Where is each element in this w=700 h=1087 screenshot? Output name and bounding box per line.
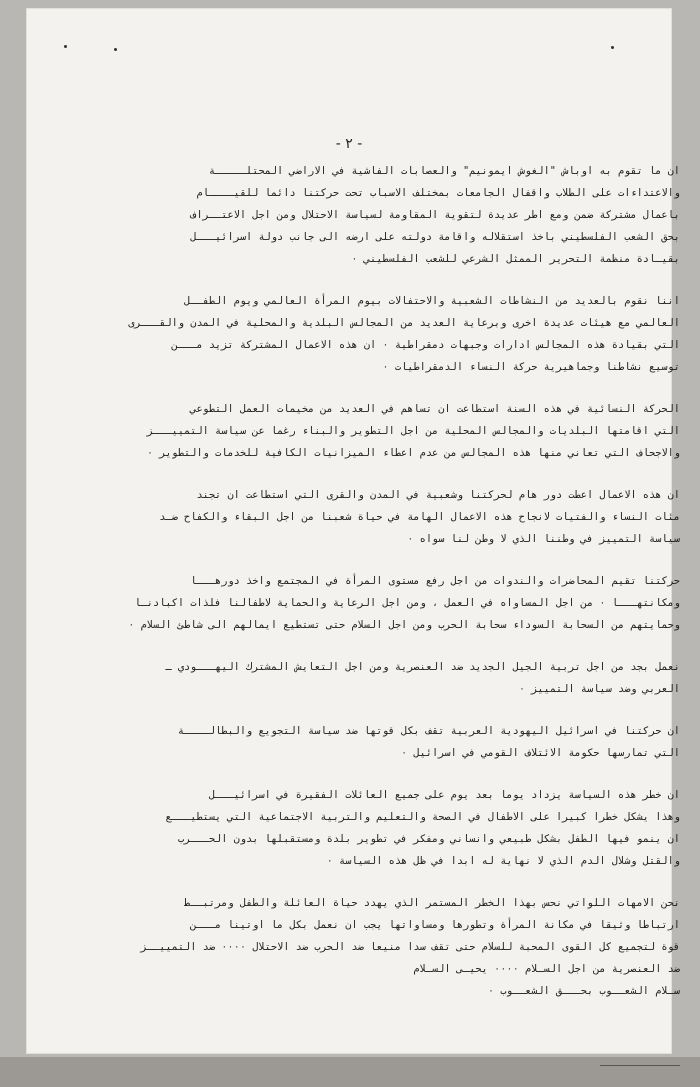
text-line: سياسة التمييز في وطننا الذي لا وطن لنا سواه ٠ xyxy=(407,533,680,545)
text-line: بحق الشعب الفلسطيني باخذ استقلاله واقامة دولته على ارضه الى جانب دولة اسرائيـــل xyxy=(190,231,680,243)
punch-hole-mark xyxy=(114,48,117,51)
paragraph-2 xyxy=(86,290,680,378)
closing-line: سـلام الشعــوب بحـــق الشعــوب ٠ xyxy=(487,985,680,997)
text-line: وهذا يشكل خطرا كبيرا على الاطفال في الصحة والتعليم والتربية الاجتماعية التي يستطيـــع xyxy=(165,811,680,823)
text-line: قوة لتجميع كل القوى المحبة للسلام حتى تقف سدا منيعا ضد الحرب ضد الاحتلال ٠٠٠٠ ضد التمييــز xyxy=(140,941,680,953)
text-line: باعمال مشتركة ضمن ومع اطر عديدة لتقوية المقاومة لسياسة الاحتلال ومن اجل الاعتــراف xyxy=(190,209,680,221)
text-line: ان حركتنا في اسرائيل اليهودية العربية تقف بكل قوتها ضد سياسة التجويع والبطالــــة xyxy=(177,725,680,737)
paragraph-8 xyxy=(86,784,680,872)
text-line: مئات النساء والفتيات لانجاح هذه الاعمال الهامة في حياة شعبنا من اجل البقاء والكفاح ضـد xyxy=(159,511,680,523)
text-line: ان هذه الاعمال اعطت دور هام لحركتنا وشعبية في المدن والقرى التي استطاعت ان تجند xyxy=(196,489,680,501)
text-line: اننا نقوم بالعديد من النشاطات الشعبية والاحتفالات بيوم المرأة العالمي ويوم الطفــل xyxy=(184,295,680,307)
text-line: الحركة النسائية في هذه السنة استطاعت ان تساهم في العديد من مخيمات العمل التطوعي xyxy=(190,403,680,415)
paragraph-3 xyxy=(86,398,680,464)
text-line: نعمل بجد من اجل تربية الجيل الجديد ضد العنصرية ومن اجل التعايش المشترك اليهـــودي ـ xyxy=(165,661,680,673)
text-line: العربي وضد سياسة التمييز ٠ xyxy=(518,683,680,695)
text-line: ان ما تقوم به اوباش "الغوش ايمونيم" والعصابات الفاشية في الاراضي المحتلـــــة xyxy=(208,165,680,177)
text-line: ان خطر هذه السياسة يزداد يوما بعد يوم على جميع العائلات الفقيرة في اسرائيـــل xyxy=(208,789,680,801)
page-number: - ٢ - xyxy=(335,136,363,152)
paragraph-1 xyxy=(86,160,680,270)
text-line: والاعتداءات على الطلاب واقفال الجامعات بمختلف الاسباب تحت حركتنا دائما للقيــــام xyxy=(196,187,680,199)
text-line: والاجحاف التي تعاني منها هذه المجالس من عدم اعطاء الميزانيات الكافية للخدمات والتطوير ٠ xyxy=(146,447,680,459)
text-line: وحمايتهم من السحابة السوداء سحابة الحرب ومن اجل السلام حتى تستطيع ايمالهم الى شاطئ السلام ٠ xyxy=(128,619,680,631)
letter-body xyxy=(86,160,680,1022)
text-line: العالمي مع هيئات عديدة اخرى وبرعاية العديد من المجالس البلدية والمحلية في المدن والقـــرى xyxy=(128,317,680,329)
paragraph-9 xyxy=(86,892,680,1002)
paragraph-4 xyxy=(86,484,680,550)
text-line: التي تمارسها حكومة الائتلاف القومي في اسرائيل ٠ xyxy=(401,747,680,759)
punch-hole-mark xyxy=(611,46,614,49)
text-line: بقيـادة منظمة التحرير الممثل الشرعي للشعب الفلسطيني ٠ xyxy=(351,253,680,265)
text-line: حركتنا تقيم المحاضرات والندوات من اجل رفع مستوى المرأة في المجتمع واخذ دورهـــا xyxy=(190,575,680,587)
paragraph-5 xyxy=(86,570,680,636)
document-page xyxy=(26,8,680,1054)
text-line: ومكانتهـــا ٠ من اجل المساواه في العمل ، ومن اجل الرعاية والحماية لاطفالنا فلذات اكبادنـا xyxy=(134,597,680,609)
paragraph-7 xyxy=(86,720,680,764)
text-line: التي اقامتها البلديات والمجالس المحلية من اجل التطوير والبناء رغما عن سياسة التمييـــز xyxy=(146,425,680,437)
scan-ruler-mark xyxy=(600,1065,680,1072)
punch-hole-mark xyxy=(64,45,67,48)
text-line: ضد العنصرية من اجل السـلام ٠٠٠٠ يحيـى السـلام xyxy=(413,963,680,975)
text-line: ان ينمو فيها الطفل بشكل طبيعي وانساني ومفكر في تطوير بلدة ومستقبلها بدون الحـــرب xyxy=(177,833,680,845)
paragraph-6 xyxy=(86,656,680,700)
text-line: نحن الامهات اللواتي نحس بهذا الخطر المستمر الذي يهدد حياة العائلة والطفل ومرتبــط xyxy=(184,897,680,909)
text-line: ارتباطا وثيقا في مكانة المرأة وتطورها ومساواتها يجب ان نعمل بكل ما اوتينا مـــن xyxy=(190,919,680,931)
text-line: والقتل وشلال الدم الذي لا نهاية له ابدا في ظل هذه السياسة ٠ xyxy=(326,855,680,867)
text-line: التي بقيادة هذه المجالس ادارات وجبهات دمقراطية ٠ ان هذه الاعمال المشتركة تزيد مـــن xyxy=(171,339,680,351)
scan-bottom-edge xyxy=(0,1057,700,1087)
text-line: توسيع نشاطنا وجماهيرية حركة النساء الدمقراطيات ٠ xyxy=(382,361,680,373)
